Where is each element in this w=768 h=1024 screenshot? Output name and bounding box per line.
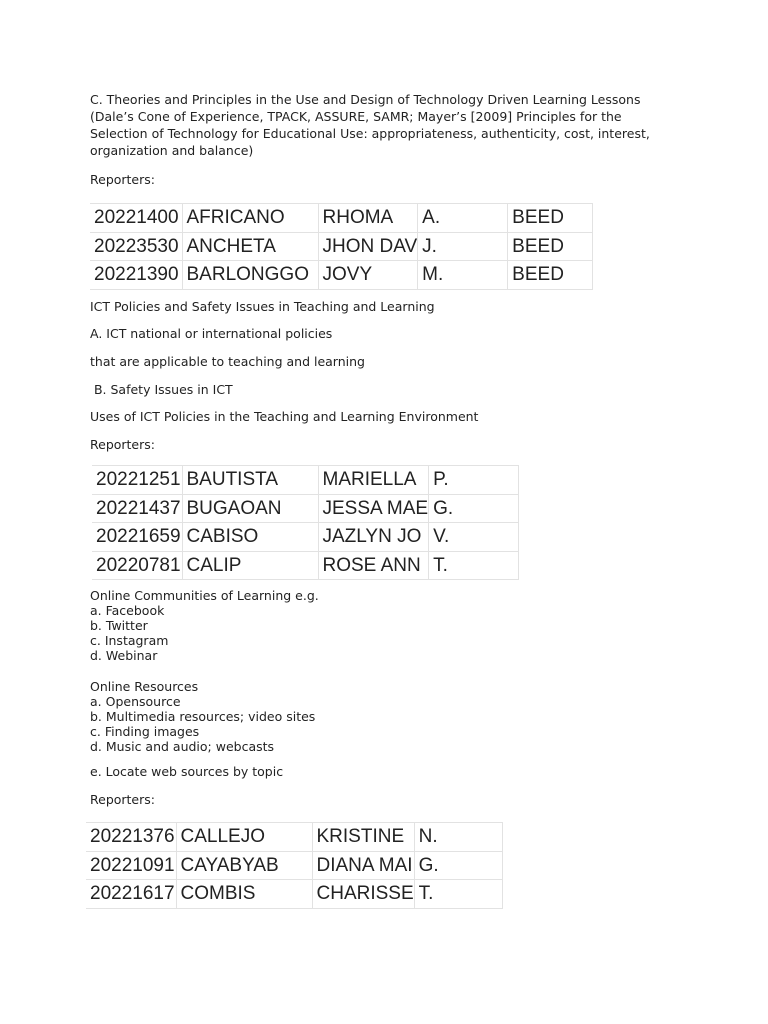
online-resources-title: Online Resources: [90, 679, 199, 694]
section-c-line-1: C. Theories and Principles in the Use and Design of Technology Driven Learning Lessons: [90, 92, 641, 107]
reporters-label-2: Reporters:: [90, 437, 155, 452]
reporters-table-3: [86, 822, 503, 909]
reporter-last-name: AFRICANO: [182, 204, 318, 233]
online-resources-list: [90, 679, 315, 754]
reporter-middle-initial: J.: [418, 232, 508, 261]
reporter-id: 20221251: [92, 466, 182, 495]
reporter-middle-initial: T.: [429, 551, 519, 580]
table-row: [86, 823, 502, 852]
list-item: d. Music and audio; webcasts: [90, 739, 275, 754]
reporter-first-name: CHARISSE: [312, 880, 414, 909]
table-row: [90, 261, 593, 290]
list-item: c. Finding images: [90, 724, 200, 739]
list-item: a. Facebook: [90, 603, 165, 618]
reporter-id: 20221091: [86, 851, 176, 880]
reporter-id: 20221376: [86, 823, 176, 852]
reporter-last-name: BARLONGGO: [182, 261, 318, 290]
table-row: [92, 494, 519, 523]
reporter-middle-initial: A.: [418, 204, 508, 233]
reporter-middle-initial: V.: [429, 523, 519, 552]
list-item: b. Twitter: [90, 618, 148, 633]
reporter-first-name: JAZLYN JO: [318, 523, 429, 552]
reporter-middle-initial: P.: [429, 466, 519, 495]
ict-item-b: B. Safety Issues in ICT: [90, 382, 233, 397]
reporter-first-name: KRISTINE: [312, 823, 414, 852]
table-row: [92, 551, 519, 580]
table-row: [92, 523, 519, 552]
reporter-course: BEED: [508, 204, 593, 233]
reporter-last-name: CABISO: [182, 523, 318, 552]
reporter-course: BEED: [508, 232, 593, 261]
reporter-first-name: JOVY: [318, 261, 418, 290]
reporter-first-name: JESSA MAE: [318, 494, 429, 523]
online-communities-list: [90, 588, 319, 663]
reporter-middle-initial: G.: [429, 494, 519, 523]
table-row: [86, 851, 502, 880]
reporter-last-name: BAUTISTA: [182, 466, 318, 495]
reporter-first-name: DIANA MAI: [312, 851, 414, 880]
ict-item-a-continued: that are applicable to teaching and learning: [90, 354, 365, 369]
reporter-middle-initial: G.: [414, 851, 502, 880]
section-c-line-3: Selection of Technology for Educational Use: appropriateness, authenticity, cost, interest,: [90, 126, 650, 141]
table-row: [90, 204, 593, 233]
reporter-id: 20221617: [86, 880, 176, 909]
online-item-e: e. Locate web sources by topic: [90, 764, 284, 779]
reporter-id: 20220781: [92, 551, 182, 580]
reporter-id: 20221400: [90, 204, 182, 233]
reporter-last-name: BUGAOAN: [182, 494, 318, 523]
table-row: [92, 466, 519, 495]
ict-section-title: ICT Policies and Safety Issues in Teaching and Learning: [90, 299, 435, 314]
reporter-middle-initial: T.: [414, 880, 502, 909]
list-item: d. Webinar: [90, 648, 158, 663]
reporter-last-name: CALLEJO: [176, 823, 312, 852]
reporters-label-3: Reporters:: [90, 792, 155, 807]
reporter-id: 20221659: [92, 523, 182, 552]
ict-item-a: A. ICT national or international policies: [90, 326, 333, 341]
reporters-table-2: [92, 465, 519, 580]
reporters-table-1: [90, 203, 593, 290]
list-item: b. Multimedia resources; video sites: [90, 709, 316, 724]
reporter-first-name: RHOMA: [318, 204, 418, 233]
ict-uses-heading: Uses of ICT Policies in the Teaching and Learning Environment: [90, 409, 479, 424]
list-item: c. Instagram: [90, 633, 169, 648]
table-row: [86, 880, 502, 909]
table-row: [90, 232, 593, 261]
section-c-heading: [90, 92, 650, 158]
reporter-middle-initial: N.: [414, 823, 502, 852]
reporters-label-1: Reporters:: [90, 172, 155, 187]
reporter-course: BEED: [508, 261, 593, 290]
list-item: a. Opensource: [90, 694, 181, 709]
reporter-last-name: CAYABYAB: [176, 851, 312, 880]
reporter-first-name: JHON DAV: [318, 232, 418, 261]
reporter-first-name: ROSE ANN: [318, 551, 429, 580]
section-c-line-4: organization and balance): [90, 143, 254, 158]
reporter-last-name: CALIP: [182, 551, 318, 580]
reporter-id: 20221437: [92, 494, 182, 523]
reporter-first-name: MARIELLA: [318, 466, 429, 495]
section-c-line-2: (Dale’s Cone of Experience, TPACK, ASSURE, SAMR; Mayer’s [2009] Principles for the: [90, 109, 622, 124]
reporter-id: 20223530: [90, 232, 182, 261]
reporter-last-name: COMBIS: [176, 880, 312, 909]
reporter-middle-initial: M.: [418, 261, 508, 290]
reporter-last-name: ANCHETA: [182, 232, 318, 261]
reporter-id: 20221390: [90, 261, 182, 290]
online-communities-title: Online Communities of Learning e.g.: [90, 588, 319, 603]
